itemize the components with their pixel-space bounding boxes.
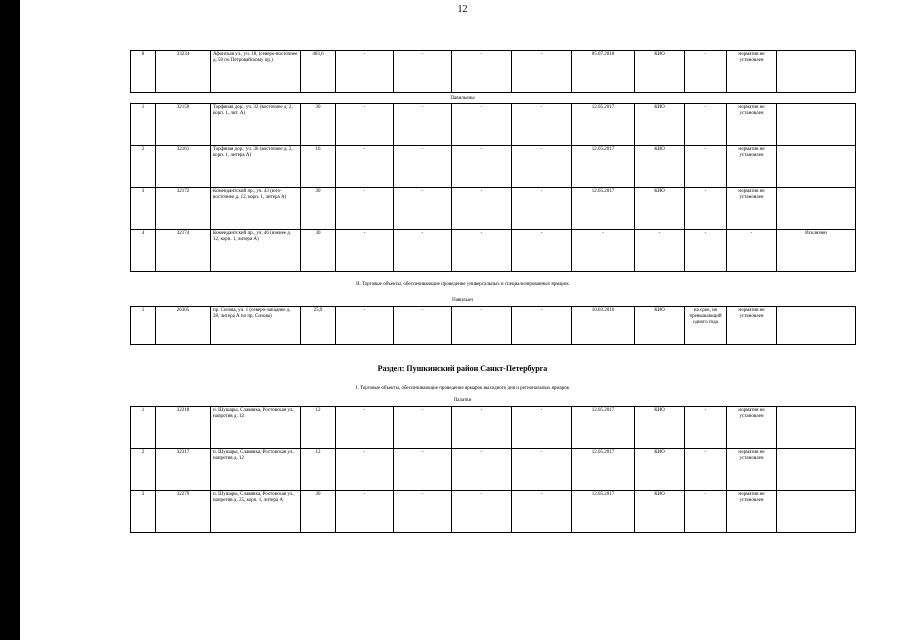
table-row xyxy=(131,51,856,93)
cell-col-5: - xyxy=(336,188,394,230)
cell-organization: КИО xyxy=(635,104,685,146)
cell-col-7: - xyxy=(452,407,512,449)
cell-row-number: 1 xyxy=(131,307,156,345)
caption-pavilion: Павильон xyxy=(452,298,473,303)
cell-area: 12 xyxy=(301,449,336,491)
cell-date: 05.07.2018 xyxy=(572,51,635,93)
cell-note xyxy=(777,104,856,146)
cell-standard: норматив не установлен xyxy=(727,307,777,345)
cell-term: - xyxy=(685,104,727,146)
cell-organization: КИО xyxy=(635,51,685,93)
cell-object-id: 32318 xyxy=(156,407,211,449)
cell-col-5: - xyxy=(336,104,394,146)
cell-object-id: 32172 xyxy=(156,188,211,230)
table-row xyxy=(131,146,856,188)
cell-col-7: - xyxy=(452,230,512,272)
cell-address: Торфяная дор., уч. 32 (восточнее д. 2, корп. 1, лит. А) xyxy=(211,104,301,146)
cell-row-number: 1 xyxy=(131,104,156,146)
cell-col-8: - xyxy=(512,146,572,188)
cell-object-id: 33234 xyxy=(156,51,211,93)
table-continued xyxy=(130,50,856,93)
cell-object-id: 32317 xyxy=(156,449,211,491)
cell-note xyxy=(777,491,856,533)
cell-standard: норматив не установлен xyxy=(727,407,777,449)
cell-col-5: - xyxy=(336,51,394,93)
cell-col-8: - xyxy=(512,407,572,449)
cell-note xyxy=(777,188,856,230)
cell-col-5: - xyxy=(336,449,394,491)
table-row xyxy=(131,230,856,272)
cell-col-6: - xyxy=(394,51,452,93)
cell-address: п. Шушары, Славянка, Ростовская ул., напротив д. 12 xyxy=(211,449,301,491)
cell-date: 12.05.2017 xyxy=(572,104,635,146)
cell-address: пр. Сизова, уч. 1 (северо-западнее д. 28, литера А по пр. Сизова) xyxy=(211,307,301,345)
cell-col-7: - xyxy=(452,449,512,491)
cell-area: 30 xyxy=(301,491,336,533)
cell-standard: - xyxy=(727,230,777,272)
cell-address: п. Шушары, Славянка, Ростовская ул., напротив д. 12 xyxy=(211,407,301,449)
cell-organization: КИО xyxy=(635,307,685,345)
cell-area: 30 xyxy=(301,230,336,272)
cell-col-5: - xyxy=(336,146,394,188)
cell-standard: норматив не установлен xyxy=(727,188,777,230)
cell-term: - xyxy=(685,188,727,230)
cell-col-6: - xyxy=(394,230,452,272)
cell-col-5: - xyxy=(336,307,394,345)
caption-section-ii: II. Торговые объекты, обеспечивающие проведение универсальных и специализированных ярмарок xyxy=(356,282,569,287)
cell-date: 10.03.2016 xyxy=(572,307,635,345)
cell-object-id: 32159 xyxy=(156,104,211,146)
cell-date: 12.05.2017 xyxy=(572,491,635,533)
cell-object-id: 32174 xyxy=(156,230,211,272)
table-fair-pavilion xyxy=(130,306,856,345)
cell-col-8: - xyxy=(512,491,572,533)
cell-standard: норматив не установлен xyxy=(727,491,777,533)
cell-col-8: - xyxy=(512,104,572,146)
caption-section-i: I. Торговые объекты, обеспечивающие проведение ярмарок выходного дня и региональных ярмарок xyxy=(355,386,570,391)
cell-note xyxy=(777,407,856,449)
cell-area: 12 xyxy=(301,407,336,449)
cell-note xyxy=(777,146,856,188)
cell-object-id: 32279 xyxy=(156,491,211,533)
cell-note xyxy=(777,449,856,491)
cell-col-8: - xyxy=(512,230,572,272)
cell-col-6: - xyxy=(394,146,452,188)
cell-col-7: - xyxy=(452,307,512,345)
cell-organization: КИО xyxy=(635,491,685,533)
cell-date: 12.05.2017 xyxy=(572,188,635,230)
cell-row-number: 2 xyxy=(131,449,156,491)
cell-standard: норматив не установлен xyxy=(727,51,777,93)
cell-organization: КИО xyxy=(635,188,685,230)
document-page xyxy=(20,0,905,640)
cell-object-id: 26305 xyxy=(156,307,211,345)
cell-address: Афонская ул., уч. 18, (северо-восточнее д. 50 по Петровайскому пр.) xyxy=(211,51,301,93)
cell-object-id: 32161 xyxy=(156,146,211,188)
cell-term: - xyxy=(685,407,727,449)
cell-col-8: - xyxy=(512,449,572,491)
table-row xyxy=(131,104,856,146)
cell-col-8: - xyxy=(512,51,572,93)
cell-col-8: - xyxy=(512,188,572,230)
cell-col-6: - xyxy=(394,188,452,230)
cell-address: Комендантский пр., уч. 43 (юго-восточнее д. 12, корп. 1, литера А) xyxy=(211,188,301,230)
cell-address: Торфяная дор., уч. 36 (восточнее д. 2, корп. 1, литера А) xyxy=(211,146,301,188)
cell-organization: - xyxy=(635,230,685,272)
cell-col-8: - xyxy=(512,307,572,345)
cell-row-number: 2 xyxy=(131,146,156,188)
cell-row-number: 4 xyxy=(131,230,156,272)
cell-col-7: - xyxy=(452,104,512,146)
table-row xyxy=(131,491,856,533)
cell-note xyxy=(777,51,856,93)
table-row xyxy=(131,407,856,449)
cell-col-5: - xyxy=(336,230,394,272)
cell-row-number: 3 xyxy=(131,491,156,533)
caption-pavilions: Павильоны xyxy=(450,96,475,101)
cell-area: 25,9 xyxy=(301,307,336,345)
cell-date: 12.05.2017 xyxy=(572,407,635,449)
cell-note xyxy=(777,307,856,345)
cell-standard: норматив не установлен xyxy=(727,146,777,188)
table-row xyxy=(131,307,856,345)
cell-organization: КИО xyxy=(635,407,685,449)
cell-col-7: - xyxy=(452,188,512,230)
cell-date: - xyxy=(572,230,635,272)
table-row xyxy=(131,188,856,230)
cell-col-6: - xyxy=(394,449,452,491)
table-pavilions xyxy=(130,103,856,272)
cell-area: 16 xyxy=(301,146,336,188)
cell-term: - xyxy=(685,230,727,272)
cell-col-6: - xyxy=(394,407,452,449)
cell-term: - xyxy=(685,449,727,491)
cell-address: п. Шушары, Славянка, Ростовская ул., напротив д. 25, корп. 1, литера А xyxy=(211,491,301,533)
cell-standard: норматив не установлен xyxy=(727,449,777,491)
cell-col-7: - xyxy=(452,146,512,188)
cell-note: Исключен xyxy=(777,230,856,272)
table-pushkin xyxy=(130,406,856,533)
cell-row-number: 8 xyxy=(131,51,156,93)
cell-term: - xyxy=(685,491,727,533)
cell-col-6: - xyxy=(394,307,452,345)
cell-address: Комендантский пр., уч. 46 (южнее д. 12, корп. 1, литера А) xyxy=(211,230,301,272)
cell-organization: КИО xyxy=(635,449,685,491)
caption-tents: Палатки xyxy=(453,398,472,403)
cell-area: 30 xyxy=(301,188,336,230)
cell-col-5: - xyxy=(336,407,394,449)
cell-col-7: - xyxy=(452,491,512,533)
cell-term: на срок, не превышающий одного года xyxy=(685,307,727,345)
section-title: Раздел: Пушкинский район Санкт-Петербурга xyxy=(377,364,548,373)
cell-date: 12.05.2017 xyxy=(572,146,635,188)
cell-term: - xyxy=(685,146,727,188)
cell-col-6: - xyxy=(394,104,452,146)
cell-area: 403,6 xyxy=(301,51,336,93)
cell-col-6: - xyxy=(394,491,452,533)
cell-row-number: 3 xyxy=(131,188,156,230)
cell-col-5: - xyxy=(336,491,394,533)
page-number: 12 xyxy=(457,4,468,15)
cell-row-number: 1 xyxy=(131,407,156,449)
cell-col-7: - xyxy=(452,51,512,93)
cell-standard: норматив не установлен xyxy=(727,104,777,146)
table-row xyxy=(131,449,856,491)
cell-date: 12.05.2017 xyxy=(572,449,635,491)
cell-term: - xyxy=(685,51,727,93)
cell-area: 30 xyxy=(301,104,336,146)
scan-border xyxy=(0,0,1,640)
cell-organization: КИО xyxy=(635,146,685,188)
